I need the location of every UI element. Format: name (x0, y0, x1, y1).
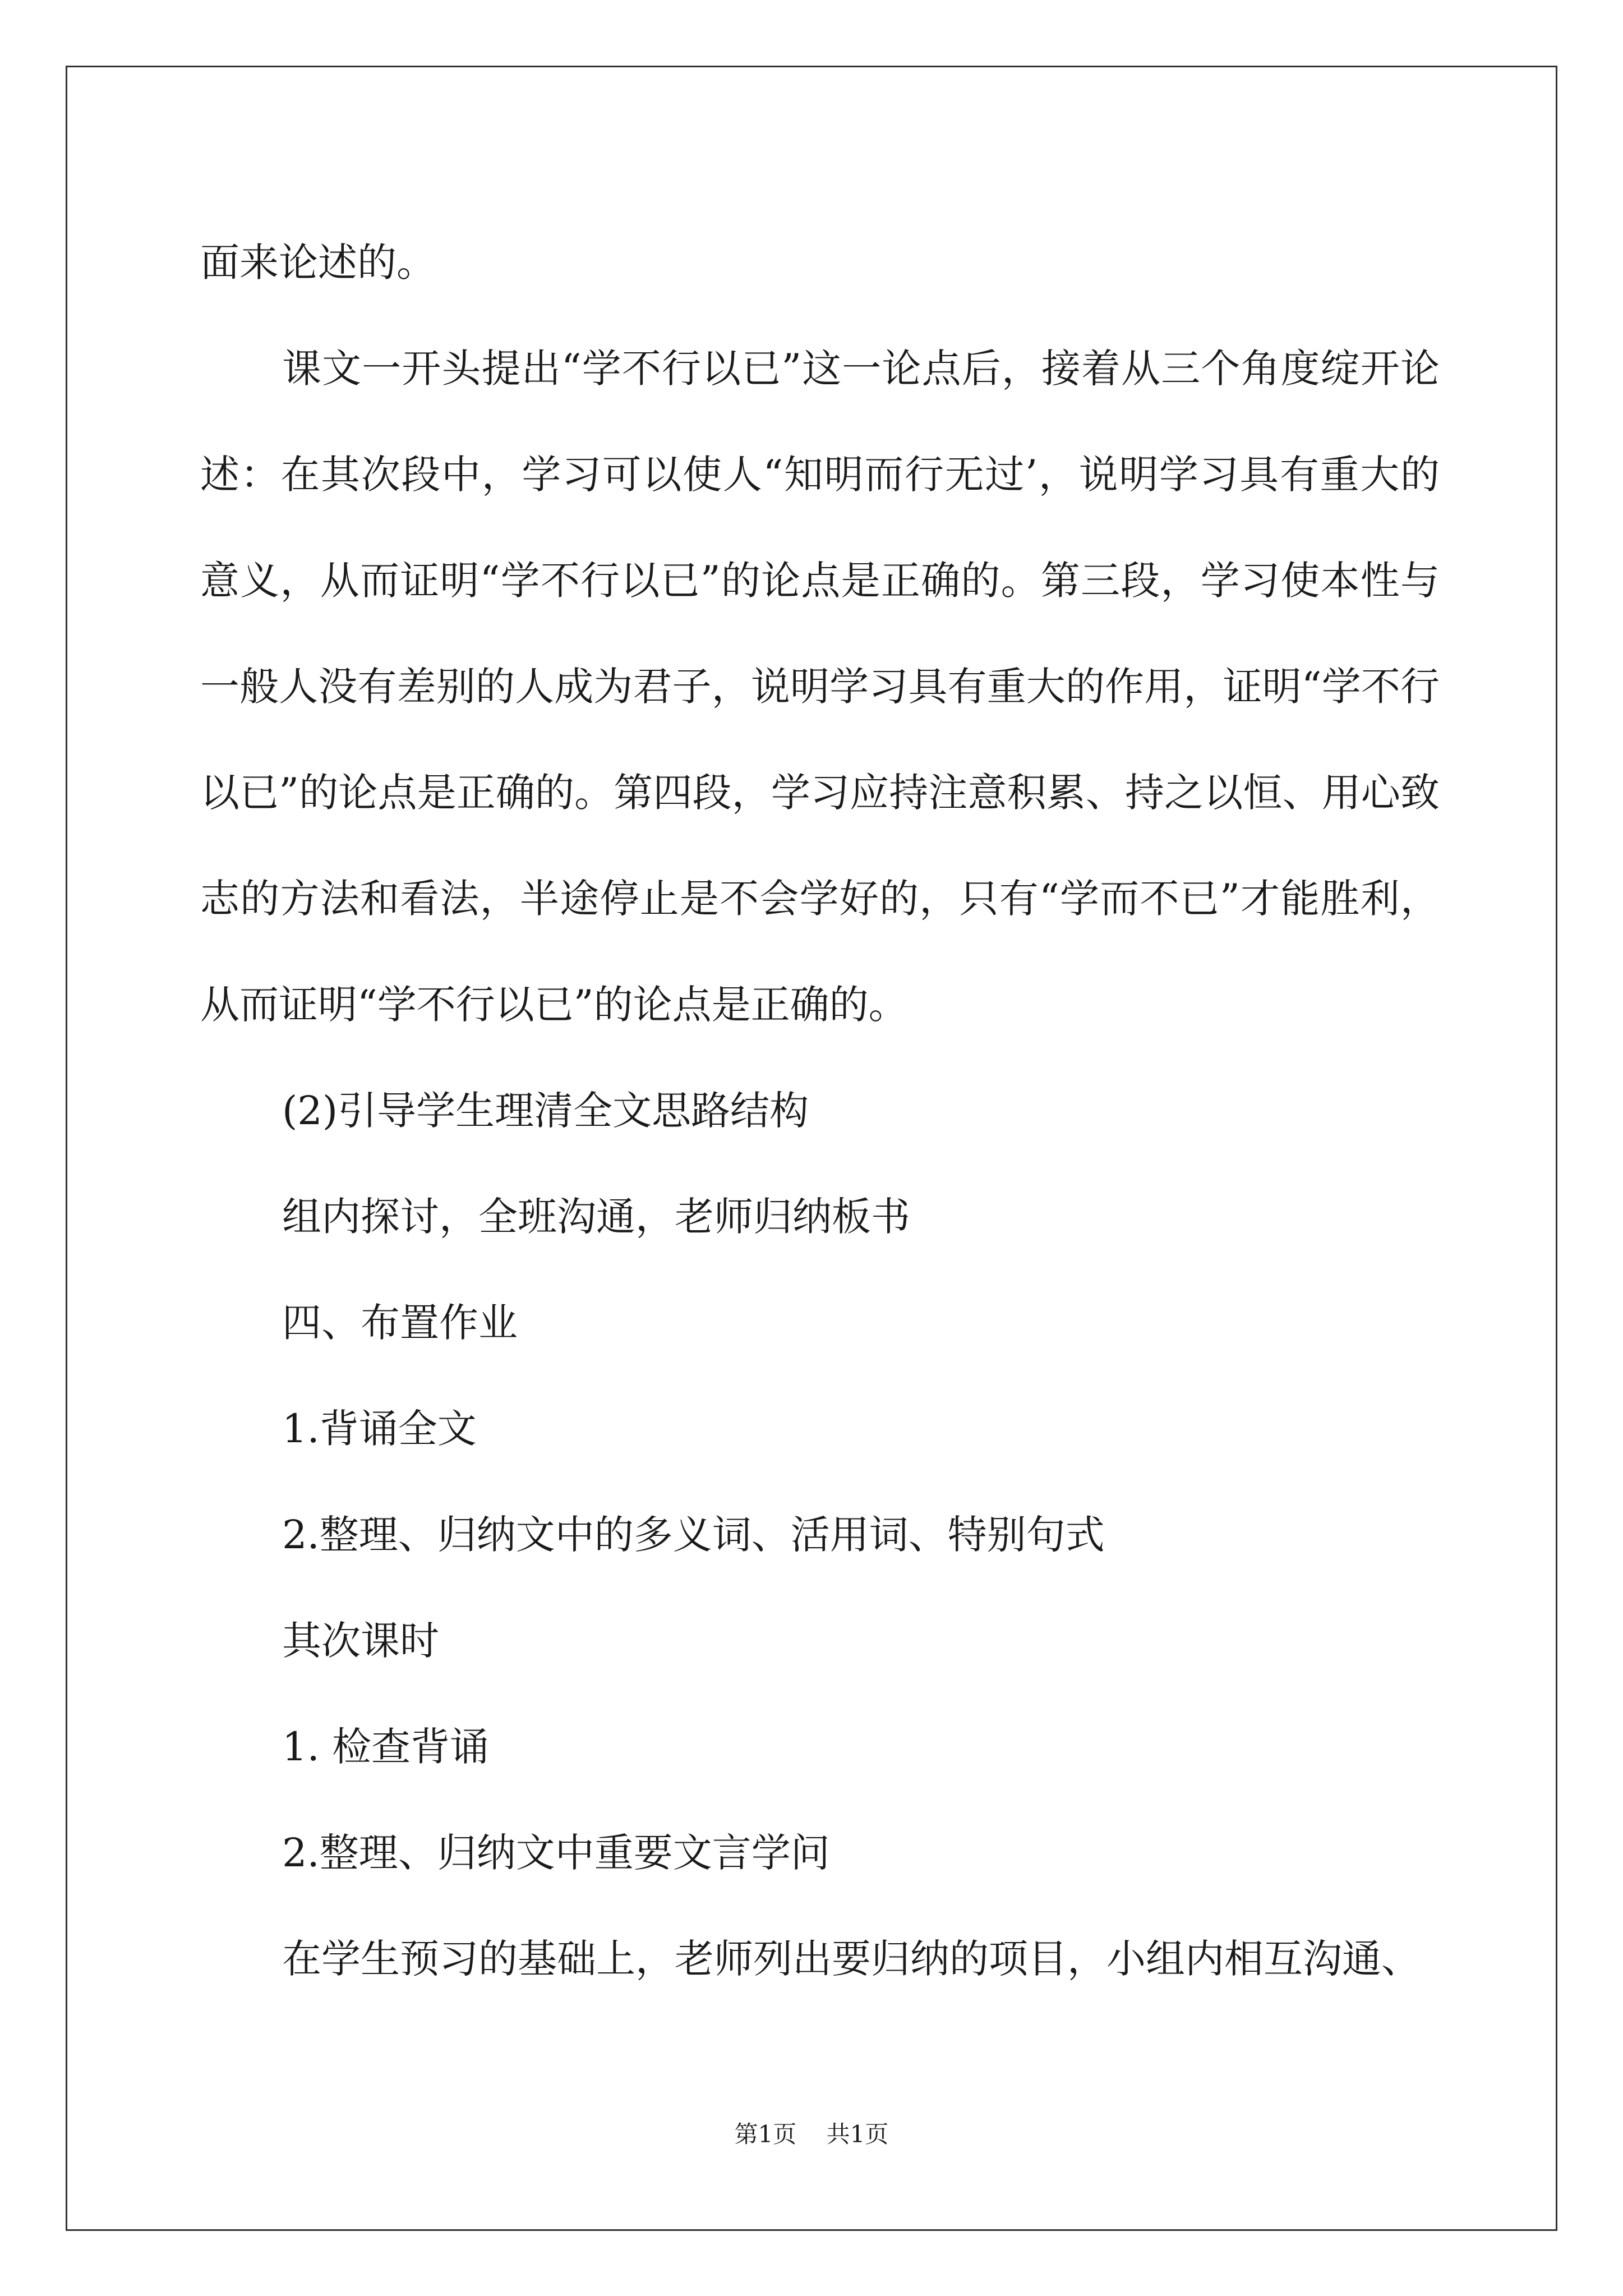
paragraph-2: 课文一开头提出“学不行以已”这一论点后，接着从三个角度绽开论述：在其次段中，学习可以使人“知明而行无过’，说明学习具有重大的意义，从而证明“学不行以已”的论点是正确的。第三段，学习使本性与一般人没有差别的人成为君子，说明学习具有重大的作用，证明“学不行以已”的论点是正确的。第四段，学习应持注意积累、持之以恒、用心致志的方法和看法，半途停止是不会学好的，只有“学而不已”才能胜利，从而证明“学不行以已”的论点是正确的。 (200, 346, 1440, 1028)
list-item-3: 1. 检查背诵 (282, 1724, 490, 1770)
list-item-4: 2.整理、归纳文中重要文言学问 (282, 1830, 830, 1876)
paragraph-3: (2)引导学生理清全文思路结构 (282, 1088, 809, 1134)
paragraph-last: 在学生预习的基础上，老师列出要归纳的项目，小组内相互沟通、 (282, 1936, 1421, 1982)
list-item-2: 2.整理、归纳文中的多义词、活用词、特别句式 (282, 1512, 1105, 1558)
section-heading-homework: 四、布置作业 (282, 1300, 518, 1346)
page-number-current: 第1页 (734, 2120, 797, 2148)
paragraph-4: 组内探讨，全班沟通，老师归纳板书 (282, 1194, 910, 1240)
document-body (200, 210, 1440, 2012)
list-item-1: 1.背诵全文 (282, 1406, 477, 1452)
paragraph-1: 面来论述的。 (200, 240, 436, 286)
page-number-total: 共1页 (826, 2120, 889, 2148)
page-footer (0, 2118, 1623, 2151)
section-heading-second-lesson: 其次课时 (282, 1618, 439, 1664)
